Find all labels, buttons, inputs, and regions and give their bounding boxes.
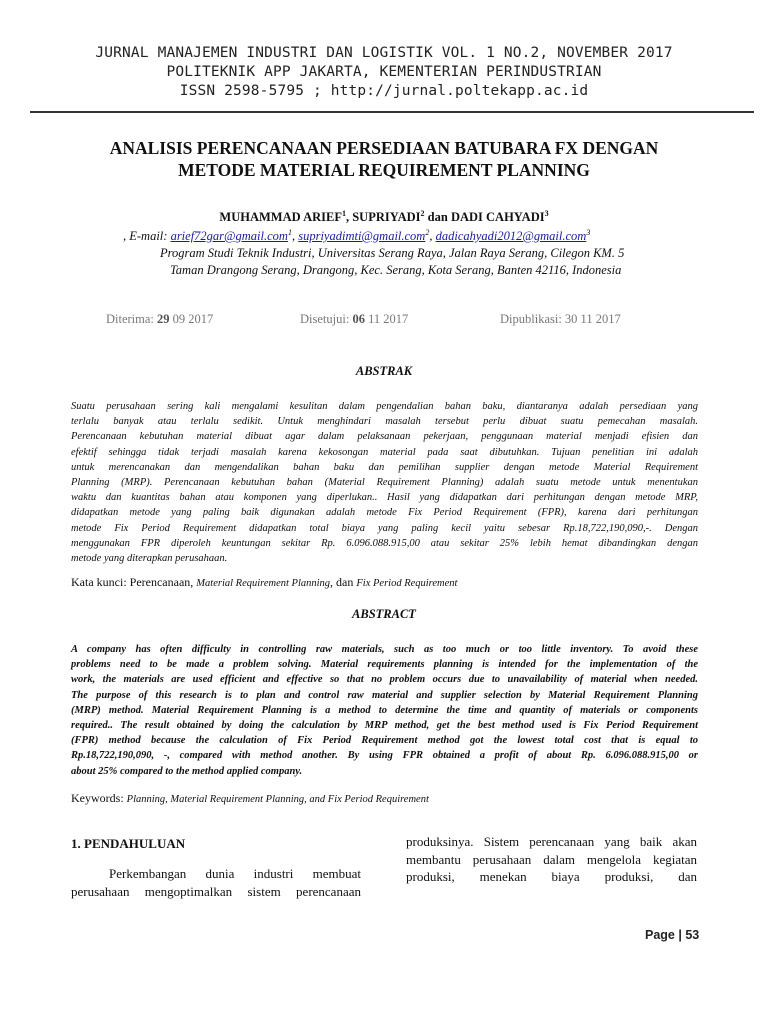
abstract-heading: ABSTRACT (352, 607, 416, 621)
abstrak-line: menggunakan FPR diperoleh keuntungan sekitar Rp. 6.096.088.915,00 atau sekitar 25% lebih hemat dibandingkan dengan (71, 537, 698, 549)
title-line-1: ANALISIS PERENCANAAN PERSEDIAAN BATUBARA FX DENGAN (109, 138, 659, 158)
abstrak-line: Perencanaan kebutuhan material dibuat agar dalam pelaksanaan pekerjaan, penggunaan material menjadi efisien dan (71, 431, 698, 443)
email-link-2[interactable]: supriyadimti@gmail.com (298, 229, 426, 243)
email-link-1[interactable]: arief72gar@gmail.com (170, 229, 288, 243)
page-number: Page | 53 (645, 928, 700, 942)
header-divider (30, 111, 754, 113)
journal-header-line-2: POLITEKNIK APP JAKARTA, KEMENTERIAN PERINDUSTRIAN (166, 64, 602, 80)
intro-left-column (71, 865, 361, 900)
approved-label: Disetujui: (300, 312, 353, 326)
intro-left-line: perusahaan mengoptimalkan sistem perencanaan (71, 883, 361, 899)
kata-kunci-label: Kata kunci: Perencanaan, (71, 575, 197, 589)
intro-right-line: produksi, menekan biaya produksi, dan (406, 869, 697, 884)
section-heading-pendahuluan: 1. PENDAHULUAN (71, 836, 186, 851)
abstrak-line: terlalu banyak atau terlalu sedikit. Untuk menghindari masalah tersebut perlu dibuat suatu pemecahan masalah. (71, 416, 698, 428)
received-rest: 09 2017 (169, 312, 214, 326)
keywords-label: Keywords: (71, 791, 127, 805)
abstrak-line: metode Fix Period Requirement didapatkan total biaya yang paling kecil yaitu sebesar Rp.18,722,190,090,-. Dengan (71, 522, 698, 534)
author-name: MUHAMMAD ARIEF (219, 210, 342, 224)
journal-header-line-3: ISSN 2598-5795 ; http://jurnal.poltekapp.ac.id (179, 83, 589, 99)
kata-kunci-term: Fix Period Requirement (356, 578, 458, 589)
abstract-line: about 25% compared to the method applied company. (71, 765, 303, 777)
intro-right-line: produksinya. Sistem perencanaan yang baik akan (406, 834, 697, 849)
approved-date (300, 312, 408, 327)
abstract-line: A company has often difficulty in controlling raw materials, such as too much or too little inventory. To avoid these (71, 644, 698, 655)
affiliation-line-2: Taman Drangong Serang, Drangong, Kec. Serang, Kota Serang, Banten 42116, Indonesia (170, 263, 622, 277)
keywords (71, 791, 429, 806)
title-line-2: METODE MATERIAL REQUIREMENT PLANNING (178, 160, 590, 180)
author-affiliation-mark: 1 (341, 208, 346, 218)
intro-right-line: membantu perusahaan dalam mengelola kegiatan (406, 851, 697, 867)
abstract-line: The purpose of this research is to plan and control raw material and supplier selection by Material Requirement Planning (71, 689, 698, 701)
abstrak-line: untuk merencanakan dan mengendalikan bahan baku dan pemilihan supplier dengan metode Material Requirement (71, 461, 698, 473)
author-affiliation-mark: 2 (420, 208, 425, 218)
abstrak-body (71, 399, 698, 566)
intro-left-line: Perkembangan dunia industri membuat (109, 866, 361, 881)
abstract-line: Rp.18,722,190,090, -, compared with method another. By using FPR obtained a profit of about Rp. 6.096.088.915,00 or (71, 750, 698, 762)
received-label: Diterima: (106, 312, 158, 326)
published-date: Dipublikasi: 30 11 2017 (500, 312, 621, 326)
kata-kunci-term: Material Requirement Planning (196, 578, 331, 589)
abstrak-line: waktu dan kuantitas bahan atau komponen yang diperlukan.. Hasil yang didapatkan dari perhitungan dengan metode MRP, (71, 492, 698, 504)
affiliation-line-1: Program Studi Teknik Industri, Universitas Serang Raya, Jalan Raya Serang, Cilegon KM. 5 (160, 246, 625, 260)
abstract-line: (FPR) method because the calculation of Fix Period Requirement method got the lowest total cost that is equal to (71, 735, 698, 747)
author-name: SUPRIYADI (352, 210, 421, 224)
abstract-line: problems need to be made a problem solving. Material requirements planning is intended for the implementation of the (71, 659, 698, 671)
abstrak-heading: ABSTRAK (355, 364, 413, 378)
email-link-3[interactable]: dadicahyadi2012@gmail.com (435, 229, 587, 243)
approved-rest: 11 2017 (364, 312, 409, 326)
email-mark: 2 (425, 227, 430, 237)
keywords-terms: Planning, Material Requirement Planning, and Fix Period Requirement (126, 794, 429, 805)
kata-kunci (71, 575, 457, 590)
abstract-line: (MRP) method. Material Requirement Planning is a method to determine the time and quantity of materials or components (71, 704, 698, 716)
email-mark: 1 (287, 227, 292, 237)
abstrak-line: didapatkan metode yang paling baik digunakan adalah metode Fix Period Requirement (FPR), karena dari perhitungan (71, 507, 698, 519)
email-line: , E-mail: arief72gar@gmail.com$^1$, supriyadimti@gmail.com$^2$, dadicahyadi2012@gmail.com$^3$ (123, 227, 591, 243)
email-mark: 3 (586, 227, 591, 237)
abstract-line: work, the materials are used efficient and effective so that no problem occurs due to unavailability of material when needed. (71, 674, 698, 686)
abstrak-line: Suatu perusahaan sering kali mengalami kesulitan dalam pengendalian bahan baku, diantaranya adalah persediaan yang (71, 401, 698, 412)
intro-right-column (406, 833, 697, 886)
email-prefix: , E-mail: (123, 229, 171, 243)
received-date (106, 312, 213, 327)
journal-header (0, 44, 768, 101)
author-affiliation-mark: 3 (544, 208, 549, 218)
received-day: 29 (157, 312, 170, 326)
author-joiner: dan (424, 210, 451, 224)
abstract-body (71, 642, 698, 779)
journal-header-line-1: JURNAL MANAJEMEN INDUSTRI DAN LOGISTIK VOL. 1 NO.2, NOVEMBER 2017 (95, 45, 673, 61)
abstrak-line: Planning (MRP). Perencanaan kebutuhan bahan (Material Requirement Planning) adalah suatu metode untuk menentukan (71, 477, 698, 489)
kata-kunci-joiner: , dan (330, 575, 357, 589)
author-name: DADI CAHYADI (450, 210, 545, 224)
paper-title (40, 137, 728, 181)
abstract-line: required.. The result obtained by doing the calculation by MRP method, get the best method used is Fix Period Requirement (71, 720, 698, 732)
author-list: MUHAMMAD ARIEF$^1$, SUPRIYADI$^2$ dan DADI CAHYADI$^3$ (219, 208, 549, 224)
abstrak-line: efektif sehingga tidak terjadi masalah karena kekosongan material pada saat dibutuhkan. Tujuan penelitian ini adalah (71, 446, 698, 458)
approved-day: 06 (352, 312, 365, 326)
abstrak-line: metode yang diterapkan perusahaan. (71, 553, 228, 565)
